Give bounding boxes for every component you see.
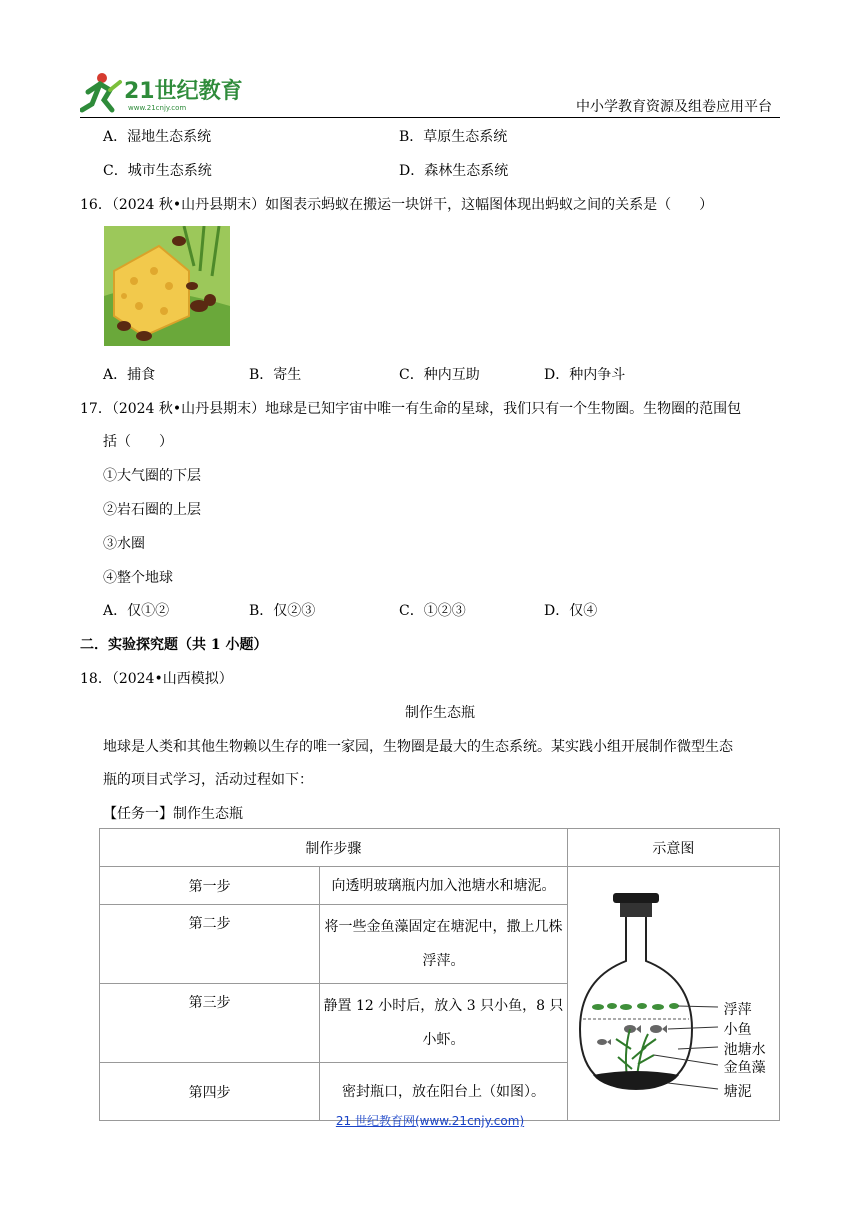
q17-item-1: ①大气圈的下层 — [103, 468, 201, 484]
logo — [80, 70, 250, 114]
q15-option-c: C．城市生态系统 — [103, 163, 212, 179]
duckweed-icon — [592, 1003, 679, 1010]
q17-option-a: A．仅①② — [103, 603, 170, 619]
q17-option-d: D．仅④ — [544, 603, 598, 619]
runner-head-icon — [97, 73, 107, 83]
q17-item-4: ④整个地球 — [103, 570, 173, 586]
q18-paragraph-line1: 地球是人类和其他生物赖以生存的唯一家园，生物圈是最大的生态系统。某实践小组开展制作微型生态 — [103, 739, 733, 755]
label-pond-water: 池塘水 — [723, 1042, 766, 1058]
q15-option-d: D．森林生态系统 — [399, 163, 509, 179]
diagram-cell — [567, 867, 779, 1121]
platform-title: 中小学教育资源及组卷应用平台 — [576, 99, 772, 115]
q18-stem: 18．（2024•山西模拟） — [80, 671, 233, 687]
q18-paragraph-line2: 瓶的项目式学习，活动过程如下： — [103, 772, 313, 788]
q18-title: 制作生态瓶 — [405, 705, 475, 721]
header-steps: 制作步骤 — [100, 829, 568, 867]
step-label: 第二步 — [100, 905, 320, 984]
q15-option-a: A．湿地生态系统 — [103, 129, 212, 145]
logo-text: 21世纪教育 — [124, 79, 243, 104]
steps-table — [99, 828, 780, 1121]
footer-link[interactable]: 21 世纪教育网(www.21cnjy.com) — [335, 1114, 525, 1128]
section-title: 二．实验探究题（共 1 小题） — [80, 637, 268, 653]
task-heading: 【任务一】制作生态瓶 — [103, 806, 243, 822]
q16-option-b: B．寄生 — [249, 367, 302, 383]
q16-option-d: D．种内争斗 — [544, 367, 626, 383]
header-diagram: 示意图 — [567, 829, 779, 867]
q17-item-2: ②岩石圈的上层 — [103, 502, 201, 518]
step-desc: 将一些金鱼藻固定在塘泥中，撒上几株浮萍。 — [320, 905, 567, 984]
q16-option-a: A．捕食 — [103, 367, 156, 383]
label-duckweed: 浮萍 — [723, 1002, 752, 1018]
label-mud: 塘泥 — [723, 1084, 752, 1100]
label-hornwort: 金鱼藻 — [723, 1060, 766, 1076]
header-divider — [80, 117, 780, 118]
step-desc: 静置 12 小时后，放入 3 只小鱼，8 只小虾。 — [320, 984, 567, 1063]
q17-option-b: B．仅②③ — [249, 603, 316, 619]
q16-stem: 16．（2024 秋•山丹县期末）如图表示蚂蚁在搬运一块饼干，这幅图体现出蚂蚁之间的关系是（ ） — [80, 197, 714, 213]
step-label: 第四步 — [100, 1063, 320, 1121]
label-fish: 小鱼 — [723, 1022, 752, 1038]
mud-icon — [593, 1071, 679, 1089]
q15-option-b: B．草原生态系统 — [399, 129, 508, 145]
step-desc: 密封瓶口，放在阳台上（如图）。 — [320, 1063, 567, 1121]
q17-option-c: C．①②③ — [399, 603, 466, 619]
step-label: 第三步 — [100, 984, 320, 1063]
q16-option-c: C．种内互助 — [399, 367, 480, 383]
q17-stem-line2: 括（ ） — [103, 434, 173, 450]
step-desc: 向透明玻璃瓶内加入池塘水和塘泥。 — [320, 867, 567, 905]
q17-stem-line1: 17．（2024 秋•山丹县期末）地球是已知宇宙中唯一有生命的星球，我们只有一个生物圈。生物圈的范围包 — [80, 401, 742, 417]
table-row — [100, 867, 780, 905]
fish-icon — [597, 1025, 667, 1045]
ants-biscuit-image — [104, 226, 230, 346]
step-label: 第一步 — [100, 867, 320, 905]
logo-url: www.21cnjy.com — [128, 104, 187, 112]
q17-item-3: ③水圈 — [103, 536, 145, 552]
